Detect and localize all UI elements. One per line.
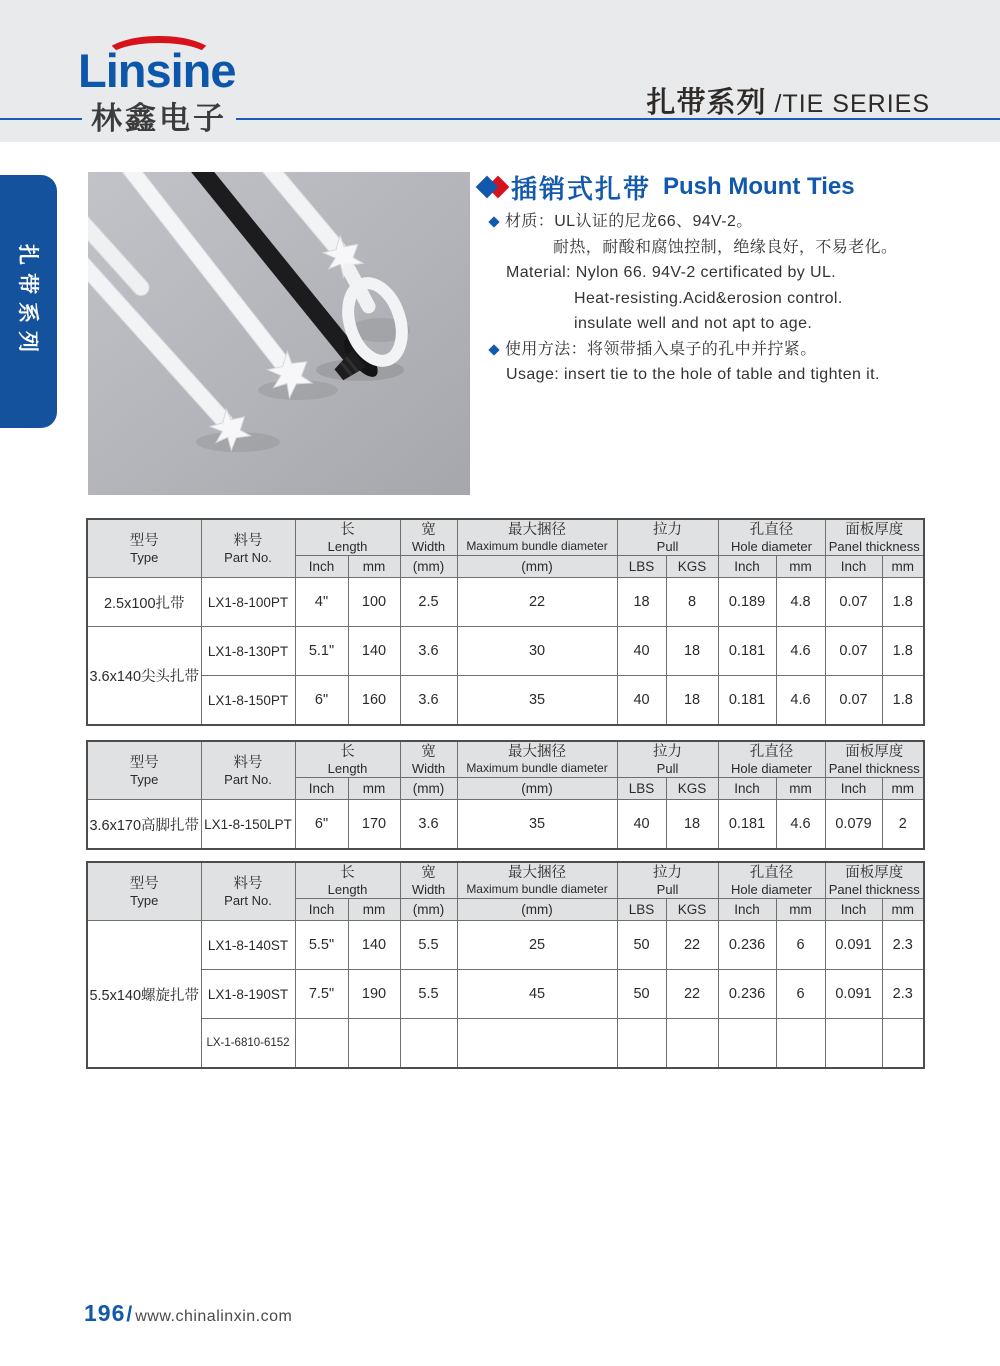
type-cell: 3.6x170高脚扎带 xyxy=(87,800,201,850)
column-subheader: (mm) xyxy=(457,899,617,921)
value-cell: 140 xyxy=(348,627,400,676)
value-cell: 0.181 xyxy=(718,800,776,850)
value-cell: 1.8 xyxy=(882,676,924,726)
column-header: 最大捆径 Maximum bundle diameter xyxy=(457,519,617,556)
column-subheader: Inch xyxy=(718,556,776,578)
column-subheader: (mm) xyxy=(400,899,457,921)
footer-separator: / xyxy=(126,1303,133,1326)
value-cell: 0.079 xyxy=(825,800,882,850)
value-cell xyxy=(295,1019,348,1069)
value-cell xyxy=(825,1019,882,1069)
spec-table-2 xyxy=(86,740,923,850)
footer-url: www.chinalinxin.com xyxy=(135,1308,293,1325)
column-header: 拉力 Pull xyxy=(617,741,718,778)
column-header: 宽 Width xyxy=(400,862,457,899)
header-band xyxy=(0,0,1000,142)
value-cell: 4.6 xyxy=(776,800,825,850)
value-cell xyxy=(718,1019,776,1069)
table-row xyxy=(87,578,924,627)
table-row xyxy=(87,800,924,850)
value-cell: 40 xyxy=(617,800,666,850)
column-header: 型号 Type xyxy=(87,519,201,578)
column-header: 料号 Part No. xyxy=(201,862,295,921)
column-header: 孔直径 Hole diameter xyxy=(718,862,825,899)
column-header: 最大捆径 Maximum bundle diameter xyxy=(457,741,617,778)
intro-line-text: Material: Nylon 66. 94V-2 certificated by UL. xyxy=(506,264,837,281)
spec-table xyxy=(86,740,925,850)
value-cell: 6" xyxy=(295,800,348,850)
logo-wordmark: Linsine xyxy=(78,44,236,97)
value-cell: 2.5 xyxy=(400,578,457,627)
value-cell: 0.181 xyxy=(718,627,776,676)
column-header: 孔直径 Hole diameter xyxy=(718,741,825,778)
value-cell: 0.07 xyxy=(825,676,882,726)
value-cell: 1.8 xyxy=(882,578,924,627)
value-cell: 22 xyxy=(666,970,718,1019)
column-header: 料号 Part No. xyxy=(201,519,295,578)
part-no-cell: LX1-8-150LPT xyxy=(201,800,295,850)
intro-lines xyxy=(478,209,994,388)
spec-table-1 xyxy=(86,518,923,726)
column-subheader: mm xyxy=(776,778,825,800)
logo-swoosh-icon xyxy=(102,36,216,80)
value-cell: 1.8 xyxy=(882,627,924,676)
part-no-cell: LX1-8-100PT xyxy=(201,578,295,627)
value-cell: 140 xyxy=(348,921,400,970)
value-cell: 0.236 xyxy=(718,921,776,970)
value-cell: 5.1" xyxy=(295,627,348,676)
value-cell xyxy=(666,1019,718,1069)
value-cell: 25 xyxy=(457,921,617,970)
value-cell: 6" xyxy=(295,676,348,726)
value-cell: 160 xyxy=(348,676,400,726)
spec-table-3 xyxy=(86,861,923,1069)
column-subheader: Inch xyxy=(825,556,882,578)
column-subheader: Inch xyxy=(825,778,882,800)
intro-line xyxy=(478,209,994,235)
column-subheader: mm xyxy=(348,899,400,921)
column-subheader: Inch xyxy=(295,556,348,578)
product-title-en: Push Mount Ties xyxy=(663,173,855,200)
value-cell: 100 xyxy=(348,578,400,627)
value-cell: 18 xyxy=(666,676,718,726)
value-cell: 5.5 xyxy=(400,921,457,970)
column-header: 料号 Part No. xyxy=(201,741,295,800)
value-cell: 7.5" xyxy=(295,970,348,1019)
sidebar-tab-label: 扎带系列 xyxy=(15,243,39,360)
brand-logo xyxy=(78,44,236,97)
series-title-zh: 扎带系列 xyxy=(646,87,767,119)
part-no-cell: LX-1-6810-6152 xyxy=(201,1019,295,1069)
column-header: 型号 Type xyxy=(87,741,201,800)
value-cell: 3.6 xyxy=(400,676,457,726)
column-subheader: mm xyxy=(882,778,924,800)
sidebar-tab xyxy=(0,175,57,428)
value-cell: 4" xyxy=(295,578,348,627)
value-cell: 4.6 xyxy=(776,627,825,676)
product-title xyxy=(478,170,994,204)
value-cell: 0.091 xyxy=(825,921,882,970)
column-subheader: (mm) xyxy=(457,778,617,800)
series-title-en: /TIE SERIES xyxy=(766,90,930,118)
intro-line-text: Heat-resisting.Acid&erosion control. xyxy=(574,289,843,307)
column-header: 长 Length xyxy=(295,519,400,556)
logo-chinese-name: 林鑫电子 xyxy=(82,100,236,137)
value-cell: 0.07 xyxy=(825,627,882,676)
value-cell: 3.6 xyxy=(400,800,457,850)
spec-table xyxy=(86,861,925,1069)
column-header: 面板厚度 Panel thickness xyxy=(825,741,924,778)
value-cell: 22 xyxy=(666,921,718,970)
page-number: 196 xyxy=(84,1300,126,1326)
intro-line xyxy=(478,337,994,363)
column-subheader: Inch xyxy=(295,899,348,921)
value-cell: 5.5" xyxy=(295,921,348,970)
column-subheader: (mm) xyxy=(400,556,457,578)
column-subheader: Inch xyxy=(718,899,776,921)
value-cell: 190 xyxy=(348,970,400,1019)
column-subheader: (mm) xyxy=(400,778,457,800)
value-cell: 0.236 xyxy=(718,970,776,1019)
value-cell: 40 xyxy=(617,627,666,676)
value-cell: 2 xyxy=(882,800,924,850)
bullet-diamond-icon xyxy=(488,216,499,227)
value-cell: 18 xyxy=(666,800,718,850)
value-cell: 4.8 xyxy=(776,578,825,627)
intro-line-text: 耐热，耐酸和腐蚀控制，绝缘良好，不易老化。 xyxy=(553,238,898,256)
intro-line xyxy=(478,286,994,312)
bullet-diamond-icon xyxy=(488,344,499,355)
table-row xyxy=(87,921,924,970)
part-no-cell: LX1-8-140ST xyxy=(201,921,295,970)
column-subheader: KGS xyxy=(666,556,718,578)
value-cell xyxy=(400,1019,457,1069)
intro-line-text: 使用方法：将领带插入桌子的孔中并拧紧。 xyxy=(505,340,817,358)
value-cell: 18 xyxy=(617,578,666,627)
type-cell: 2.5x100扎带 xyxy=(87,578,201,627)
value-cell: 0.091 xyxy=(825,970,882,1019)
intro-line-text: insulate well and not apt to age. xyxy=(574,315,813,332)
intro-line-text: Usage: insert tie to the hole of table and tighten it. xyxy=(506,366,880,383)
column-header: 宽 Width xyxy=(400,519,457,556)
intro-line xyxy=(478,235,994,261)
value-cell: 0.07 xyxy=(825,578,882,627)
product-title-zh: 插销式扎带 xyxy=(511,173,652,204)
page-footer xyxy=(84,1300,292,1327)
table-row xyxy=(87,970,924,1019)
column-subheader: Inch xyxy=(718,778,776,800)
value-cell: 35 xyxy=(457,800,617,850)
column-header: 最大捆径 Maximum bundle diameter xyxy=(457,862,617,899)
column-header: 孔直径 Hole diameter xyxy=(718,519,825,556)
value-cell: 4.6 xyxy=(776,676,825,726)
table-row xyxy=(87,676,924,726)
column-subheader: (mm) xyxy=(457,556,617,578)
value-cell: 45 xyxy=(457,970,617,1019)
value-cell: 0.181 xyxy=(718,676,776,726)
column-header: 型号 Type xyxy=(87,862,201,921)
column-header: 面板厚度 Panel thickness xyxy=(825,862,924,899)
value-cell: 6 xyxy=(776,970,825,1019)
value-cell: 2.3 xyxy=(882,921,924,970)
column-subheader: mm xyxy=(776,899,825,921)
column-subheader: LBS xyxy=(617,556,666,578)
column-subheader: KGS xyxy=(666,778,718,800)
column-header: 拉力 Pull xyxy=(617,519,718,556)
column-subheader: Inch xyxy=(295,778,348,800)
spec-table xyxy=(86,518,925,726)
intro-line xyxy=(478,311,994,337)
value-cell: 30 xyxy=(457,627,617,676)
intro-line xyxy=(478,260,994,286)
column-subheader: Inch xyxy=(825,899,882,921)
value-cell: 18 xyxy=(666,627,718,676)
column-subheader: KGS xyxy=(666,899,718,921)
value-cell: 6 xyxy=(776,921,825,970)
column-subheader: mm xyxy=(776,556,825,578)
value-cell: 22 xyxy=(457,578,617,627)
column-subheader: LBS xyxy=(617,778,666,800)
value-cell xyxy=(882,1019,924,1069)
type-cell: 3.6x140尖头扎带 xyxy=(87,627,201,726)
value-cell xyxy=(776,1019,825,1069)
column-header: 面板厚度 Panel thickness xyxy=(825,519,924,556)
part-no-cell: LX1-8-130PT xyxy=(201,627,295,676)
column-subheader: mm xyxy=(882,556,924,578)
cable-ties-image xyxy=(88,172,470,495)
column-subheader: mm xyxy=(348,556,400,578)
column-subheader: mm xyxy=(882,899,924,921)
column-header: 长 Length xyxy=(295,862,400,899)
intro-line xyxy=(478,362,994,388)
value-cell: 0.189 xyxy=(718,578,776,627)
value-cell: 2.3 xyxy=(882,970,924,1019)
table-row xyxy=(87,1019,924,1069)
column-header: 宽 Width xyxy=(400,741,457,778)
intro-line-text: 材质：UL认证的尼龙66、94V-2。 xyxy=(505,213,753,230)
column-header: 长 Length xyxy=(295,741,400,778)
value-cell xyxy=(457,1019,617,1069)
type-cell: 5.5x140螺旋扎带 xyxy=(87,921,201,1069)
double-diamond-icon xyxy=(478,174,511,200)
value-cell: 50 xyxy=(617,970,666,1019)
column-subheader: mm xyxy=(348,778,400,800)
value-cell xyxy=(348,1019,400,1069)
column-subheader: LBS xyxy=(617,899,666,921)
value-cell xyxy=(617,1019,666,1069)
product-photo xyxy=(88,172,470,495)
value-cell: 35 xyxy=(457,676,617,726)
product-intro xyxy=(478,170,994,388)
value-cell: 170 xyxy=(348,800,400,850)
value-cell: 3.6 xyxy=(400,627,457,676)
part-no-cell: LX1-8-150PT xyxy=(201,676,295,726)
series-title xyxy=(647,80,930,121)
column-header: 拉力 Pull xyxy=(617,862,718,899)
value-cell: 40 xyxy=(617,676,666,726)
value-cell: 50 xyxy=(617,921,666,970)
value-cell: 5.5 xyxy=(400,970,457,1019)
table-row xyxy=(87,627,924,676)
value-cell: 8 xyxy=(666,578,718,627)
part-no-cell: LX1-8-190ST xyxy=(201,970,295,1019)
